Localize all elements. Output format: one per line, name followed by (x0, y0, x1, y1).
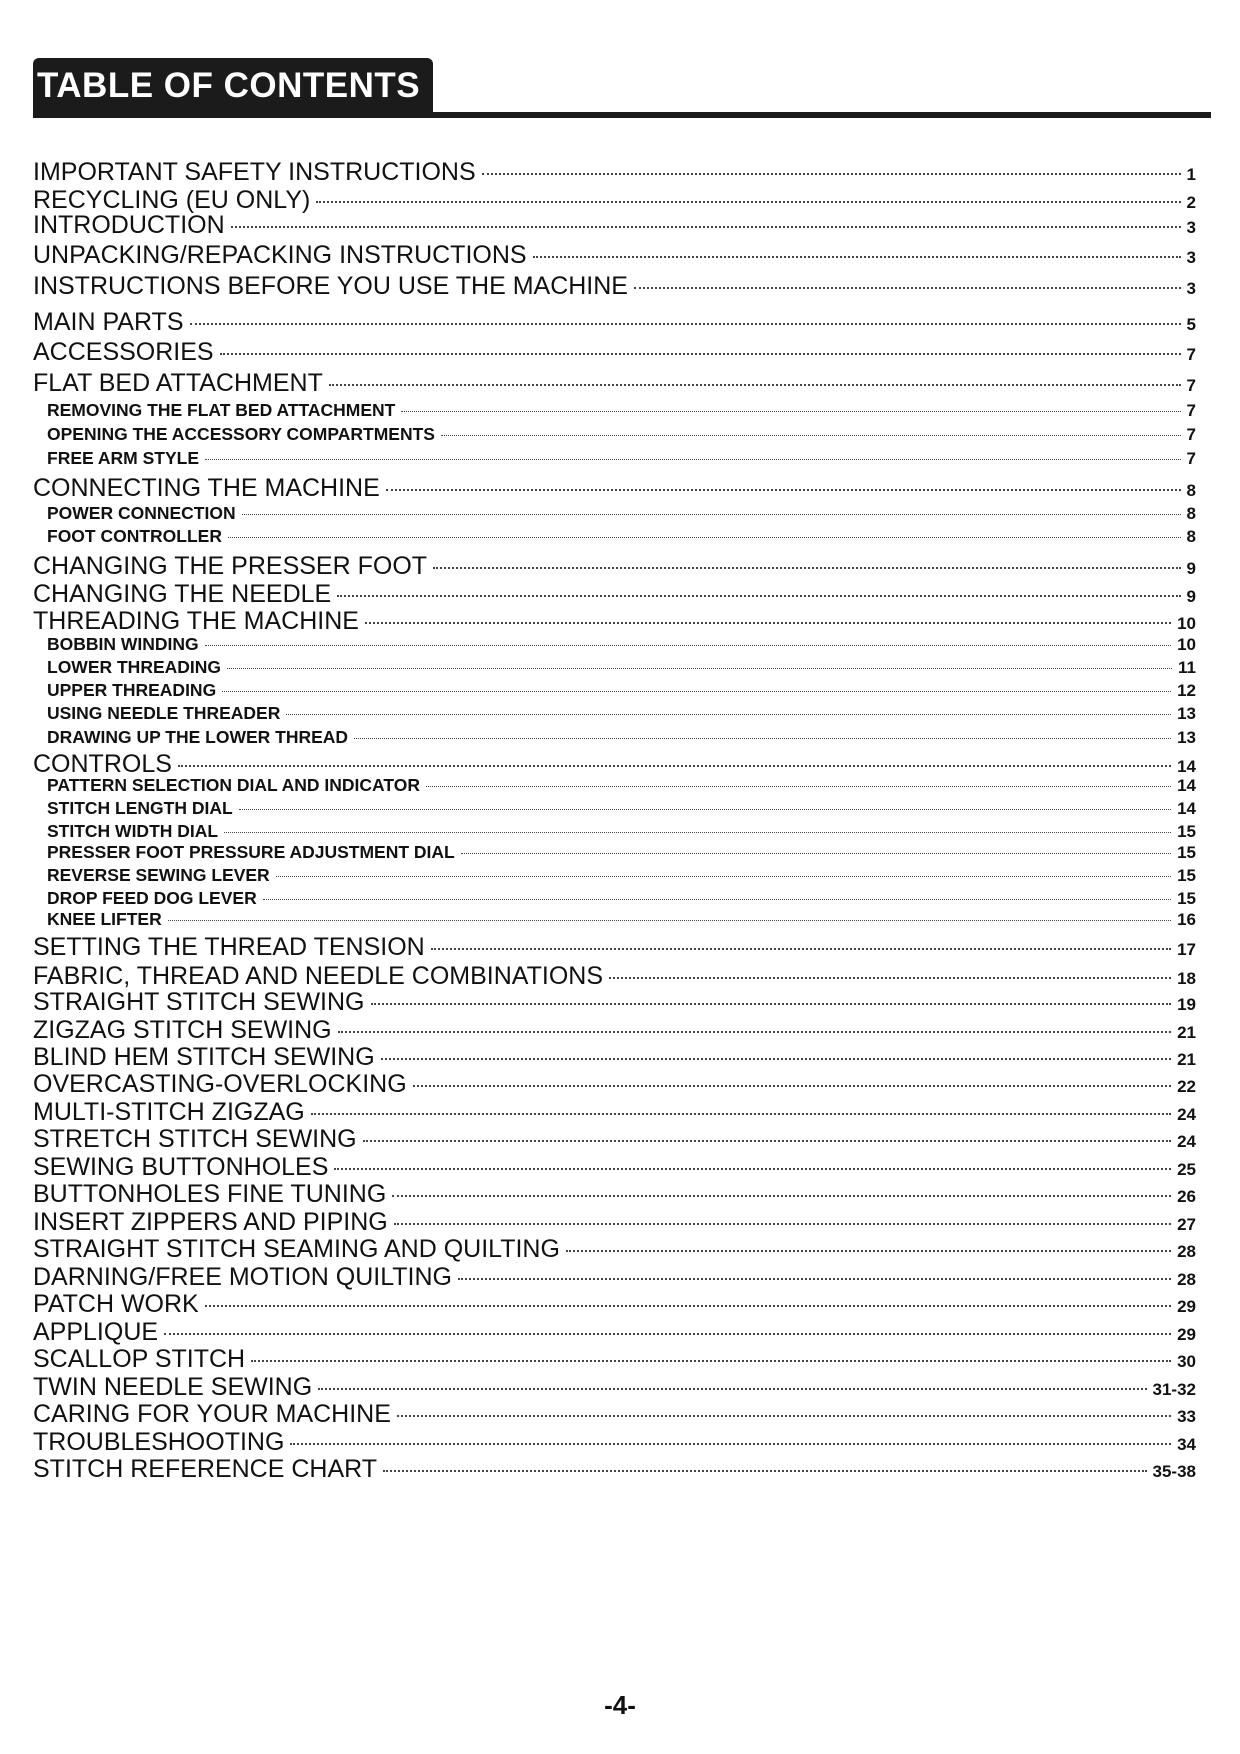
toc-entry-title: STITCH REFERENCE CHART (33, 1455, 378, 1483)
toc-entry-page: 13 (1177, 704, 1196, 723)
toc-entry-page: 12 (1177, 681, 1196, 700)
toc-header (33, 58, 1213, 120)
toc-entry-title: FREE ARM STYLE (47, 448, 199, 468)
toc-entry-page: 29 (1177, 1325, 1196, 1344)
toc-entry[interactable] (33, 1208, 1196, 1237)
toc-entry-title: FOOT CONTROLLER (47, 526, 222, 546)
toc-entry-title: POWER CONNECTION (47, 503, 236, 523)
dot-leader (164, 1333, 1171, 1335)
toc-entry-title: USING NEEDLE THREADER (47, 703, 281, 723)
toc-entry-page: 16 (1177, 910, 1196, 929)
toc-entry[interactable] (33, 1098, 1196, 1127)
toc-entry[interactable] (33, 211, 1196, 240)
toc-entry[interactable] (33, 1373, 1196, 1402)
toc-entry-title: ZIGZAG STITCH SEWING (33, 1016, 332, 1044)
toc-entry-page: 34 (1177, 1435, 1196, 1454)
toc-entry-title: SETTING THE THREAD TENSION (33, 933, 425, 961)
toc-entry-title: KNEE LIFTER (47, 909, 162, 929)
toc-entry[interactable] (33, 1318, 1196, 1347)
dot-leader (318, 1388, 1146, 1390)
toc-entry-title: STRAIGHT STITCH SEWING (33, 988, 365, 1016)
toc-entry-page: 8 (1186, 481, 1196, 500)
toc-entry-title: OVERCASTING-OVERLOCKING (33, 1070, 407, 1098)
dot-leader (190, 323, 1181, 325)
toc-entry[interactable] (33, 888, 1196, 909)
dot-leader (220, 353, 1181, 355)
toc-entry[interactable] (33, 1345, 1196, 1374)
dot-leader (228, 537, 1181, 538)
dot-leader (365, 622, 1171, 624)
toc-entry[interactable] (33, 1263, 1196, 1292)
toc-entry-page: 35-38 (1152, 1462, 1196, 1481)
toc-entry-title: SEWING BUTTONHOLES (33, 1153, 329, 1181)
toc-entry[interactable] (33, 703, 1196, 724)
toc-entry[interactable] (33, 657, 1196, 678)
toc-entry-title: MAIN PARTS (33, 308, 184, 336)
toc-entry[interactable] (33, 634, 1196, 655)
toc-entry-title: INSERT ZIPPERS AND PIPING (33, 1208, 388, 1236)
toc-entry-title: ACCESSORIES (33, 338, 214, 366)
toc-entry-page: 9 (1186, 559, 1196, 578)
toc-entry[interactable] (33, 1016, 1196, 1045)
dot-leader (458, 1278, 1171, 1280)
toc-entry-title: DARNING/FREE MOTION QUILTING (33, 1263, 452, 1291)
dot-leader (392, 1195, 1171, 1197)
dot-leader (338, 1031, 1171, 1033)
toc-entry-page: 26 (1177, 1187, 1196, 1206)
toc-entry-page: 15 (1177, 866, 1196, 885)
toc-entry-page: 8 (1186, 504, 1196, 523)
toc-entry-title: IMPORTANT SAFETY INSTRUCTIONS (33, 158, 476, 186)
toc-entry-page: 3 (1186, 248, 1196, 267)
dot-leader (290, 1443, 1171, 1445)
toc-entry-page: 30 (1177, 1352, 1196, 1371)
toc-entry-page: 17 (1177, 940, 1196, 959)
toc-entry-page: 9 (1186, 587, 1196, 606)
toc-entry[interactable] (33, 580, 1196, 609)
toc-entry-title: PATTERN SELECTION DIAL AND INDICATOR (47, 775, 421, 795)
dot-leader (426, 786, 1171, 787)
header-rule (33, 112, 1211, 118)
toc-entry-title: CONTROLS (33, 750, 172, 778)
toc-entry-title: UNPACKING/REPACKING INSTRUCTIONS (33, 241, 527, 269)
toc-entry[interactable] (33, 338, 1196, 367)
dot-leader (251, 1360, 1171, 1362)
dot-leader (227, 668, 1172, 669)
dot-leader (413, 1085, 1171, 1087)
dot-leader (386, 489, 1181, 491)
dot-leader (431, 948, 1171, 950)
dot-leader (286, 714, 1171, 715)
toc-entry[interactable] (33, 503, 1196, 524)
toc-entry-title: TWIN NEEDLE SEWING (33, 1373, 313, 1401)
toc-entry[interactable] (33, 1428, 1196, 1457)
toc-entry[interactable] (33, 962, 1196, 991)
toc-header-box (33, 58, 433, 116)
toc-entry-title: BUTTONHOLES FINE TUNING (33, 1180, 387, 1208)
dot-leader (205, 645, 1171, 646)
toc-entry-title: PATCH WORK (33, 1290, 199, 1318)
toc-entry-title: TROUBLESHOOTING (33, 1428, 285, 1456)
dot-leader (329, 384, 1181, 386)
dot-leader (224, 832, 1171, 833)
toc-entry[interactable] (33, 1290, 1196, 1319)
dot-leader (461, 853, 1171, 854)
dot-leader (397, 1415, 1171, 1417)
toc-entry[interactable] (33, 988, 1196, 1017)
toc-entry-page: 15 (1177, 889, 1196, 908)
toc-entry-title: RECYCLING (EU ONLY) (33, 186, 311, 214)
dot-leader (381, 1058, 1171, 1060)
toc-entry-title: LOWER THREADING (47, 657, 222, 677)
dot-leader (363, 1140, 1171, 1142)
toc-entry-page: 10 (1177, 635, 1196, 654)
dot-leader (482, 173, 1181, 175)
toc-entry[interactable] (33, 369, 1196, 398)
toc-entry[interactable] (33, 680, 1196, 701)
toc-entry-title: FABRIC, THREAD AND NEEDLE COMBINATIONS (33, 962, 604, 990)
toc-entry-page: 28 (1177, 1270, 1196, 1289)
toc-entry-title: STITCH LENGTH DIAL (47, 798, 233, 818)
dot-leader (433, 567, 1181, 569)
toc-entry-page: 15 (1177, 843, 1196, 862)
toc-entry-title: CARING FOR YOUR MACHINE (33, 1400, 391, 1428)
toc-entry-title: THREADING THE MACHINE (33, 607, 359, 635)
toc-entry-page: 18 (1177, 969, 1196, 988)
toc-entry[interactable] (33, 933, 1196, 962)
toc-entry-title: STRAIGHT STITCH SEAMING AND QUILTING (33, 1235, 560, 1263)
toc-entry-page: 21 (1177, 1023, 1196, 1042)
toc-entry-title: CONNECTING THE MACHINE (33, 474, 380, 502)
toc-entry-title: CHANGING THE NEEDLE (33, 580, 332, 608)
dot-leader (383, 1470, 1147, 1472)
toc-entry-page: 24 (1177, 1105, 1196, 1124)
toc-entry[interactable] (33, 909, 1196, 930)
toc-entry-page: 11 (1178, 658, 1196, 677)
dot-leader (371, 1003, 1172, 1005)
toc-entry-title: SCALLOP STITCH (33, 1345, 246, 1373)
toc-entry-title: CHANGING THE PRESSER FOOT (33, 552, 428, 580)
dot-leader (316, 201, 1180, 203)
toc-entry-title: INSTRUCTIONS BEFORE YOU USE THE MACHINE (33, 272, 628, 300)
toc-entry-page: 7 (1186, 425, 1196, 444)
toc-entry-page: 22 (1177, 1077, 1196, 1096)
toc-entry-title: STITCH WIDTH DIAL (47, 821, 219, 841)
dot-leader (231, 226, 1181, 228)
toc-entry-page: 14 (1177, 776, 1196, 795)
dot-leader (634, 287, 1181, 289)
dot-leader (168, 920, 1171, 921)
toc-entry-title: MULTI-STITCH ZIGZAG (33, 1098, 305, 1126)
toc-entry[interactable] (33, 526, 1196, 547)
toc-entry-page: 7 (1186, 345, 1196, 364)
toc-entry-page: 21 (1177, 1050, 1196, 1069)
toc-entry-title: UPPER THREADING (47, 680, 217, 700)
dot-leader (178, 765, 1171, 767)
toc-entry[interactable] (33, 1235, 1196, 1264)
toc-entry[interactable] (33, 865, 1196, 886)
toc-entry[interactable] (33, 424, 1196, 445)
dot-leader (205, 459, 1181, 460)
toc-entry[interactable] (33, 552, 1196, 581)
toc-entry[interactable] (33, 775, 1196, 796)
dot-leader (354, 738, 1171, 739)
page-title: TABLE OF CONTENTS (37, 66, 421, 105)
toc-entry-title: REVERSE SEWING LEVER (47, 865, 270, 885)
toc-entry-page: 14 (1177, 757, 1196, 776)
toc-entry-title: BOBBIN WINDING (47, 634, 199, 654)
dot-leader (394, 1223, 1171, 1225)
toc-entry[interactable] (33, 1043, 1196, 1072)
dot-leader (401, 411, 1180, 412)
toc-entry-title: DROP FEED DOG LEVER (47, 888, 257, 908)
toc-entry[interactable] (33, 842, 1196, 863)
toc-entry[interactable] (33, 821, 1196, 842)
dot-leader (311, 1113, 1171, 1115)
toc-entry-page: 29 (1177, 1297, 1196, 1316)
toc-entry-title: PRESSER FOOT PRESSURE ADJUSTMENT DIAL (47, 842, 455, 862)
toc-entry[interactable] (33, 607, 1196, 636)
toc-entry-page: 1 (1186, 165, 1196, 184)
toc-entry-page: 7 (1186, 376, 1196, 395)
toc-entry[interactable] (33, 1455, 1196, 1484)
dot-leader (533, 256, 1181, 258)
toc-entry-title: STRETCH STITCH SEWING (33, 1125, 357, 1153)
dot-leader (334, 1168, 1171, 1170)
dot-leader (222, 691, 1171, 692)
toc-entry[interactable] (33, 1153, 1196, 1182)
dot-leader (263, 899, 1171, 900)
toc-entry-page: 5 (1186, 315, 1196, 334)
page-number: -4- (604, 1690, 636, 1720)
toc-entry[interactable] (33, 1125, 1196, 1154)
toc-entry-page: 3 (1186, 218, 1196, 237)
dot-leader (337, 595, 1180, 597)
toc-entry-page: 14 (1177, 799, 1196, 818)
toc-entry-page: 3 (1186, 279, 1196, 298)
toc-entry[interactable] (33, 727, 1196, 748)
toc-entry[interactable] (33, 798, 1196, 819)
toc-entry-page: 8 (1186, 527, 1196, 546)
dot-leader (276, 876, 1171, 877)
toc-entry[interactable] (33, 272, 1196, 301)
toc-entry-page: 33 (1177, 1407, 1196, 1426)
toc-entry[interactable] (33, 400, 1196, 421)
dot-leader (609, 977, 1171, 979)
toc-entry-page: 2 (1186, 193, 1196, 212)
toc-entry[interactable] (33, 474, 1196, 503)
dot-leader (239, 809, 1171, 810)
toc-entry[interactable] (33, 308, 1196, 337)
toc-entry-title: OPENING THE ACCESSORY COMPARTMENTS (47, 424, 435, 444)
toc-entry-page: 24 (1177, 1132, 1196, 1151)
toc-entry-title: BLIND HEM STITCH SEWING (33, 1043, 375, 1071)
toc-entry-title: DRAWING UP THE LOWER THREAD (47, 727, 349, 747)
toc-entry[interactable] (33, 1070, 1196, 1099)
toc-entry[interactable] (33, 158, 1196, 187)
toc-entry-title: FLAT BED ATTACHMENT (33, 369, 323, 397)
toc-entry[interactable] (33, 1180, 1196, 1209)
toc-entry[interactable] (33, 241, 1196, 270)
toc-entry-page: 25 (1177, 1160, 1196, 1179)
toc-entry-page: 28 (1177, 1242, 1196, 1261)
toc-entry[interactable] (33, 448, 1196, 469)
toc-entry-page: 7 (1186, 449, 1196, 468)
toc-entry-title: REMOVING THE FLAT BED ATTACHMENT (47, 400, 396, 420)
toc-entry-page: 10 (1177, 614, 1196, 633)
toc-entry-page: 31-32 (1152, 1380, 1196, 1399)
toc-entry-page: 15 (1177, 822, 1196, 841)
dot-leader (566, 1250, 1171, 1252)
toc-entry-page: 19 (1177, 995, 1196, 1014)
toc-entry[interactable] (33, 1400, 1196, 1429)
toc-entry-title: INTRODUCTION (33, 211, 225, 239)
dot-leader (242, 514, 1181, 515)
dot-leader (205, 1305, 1171, 1307)
toc-entry-page: 13 (1177, 728, 1196, 747)
toc-entry-page: 27 (1177, 1215, 1196, 1234)
dot-leader (441, 435, 1181, 436)
toc-entry-page: 7 (1186, 401, 1196, 420)
toc-entry-title: APPLIQUE (33, 1318, 159, 1346)
